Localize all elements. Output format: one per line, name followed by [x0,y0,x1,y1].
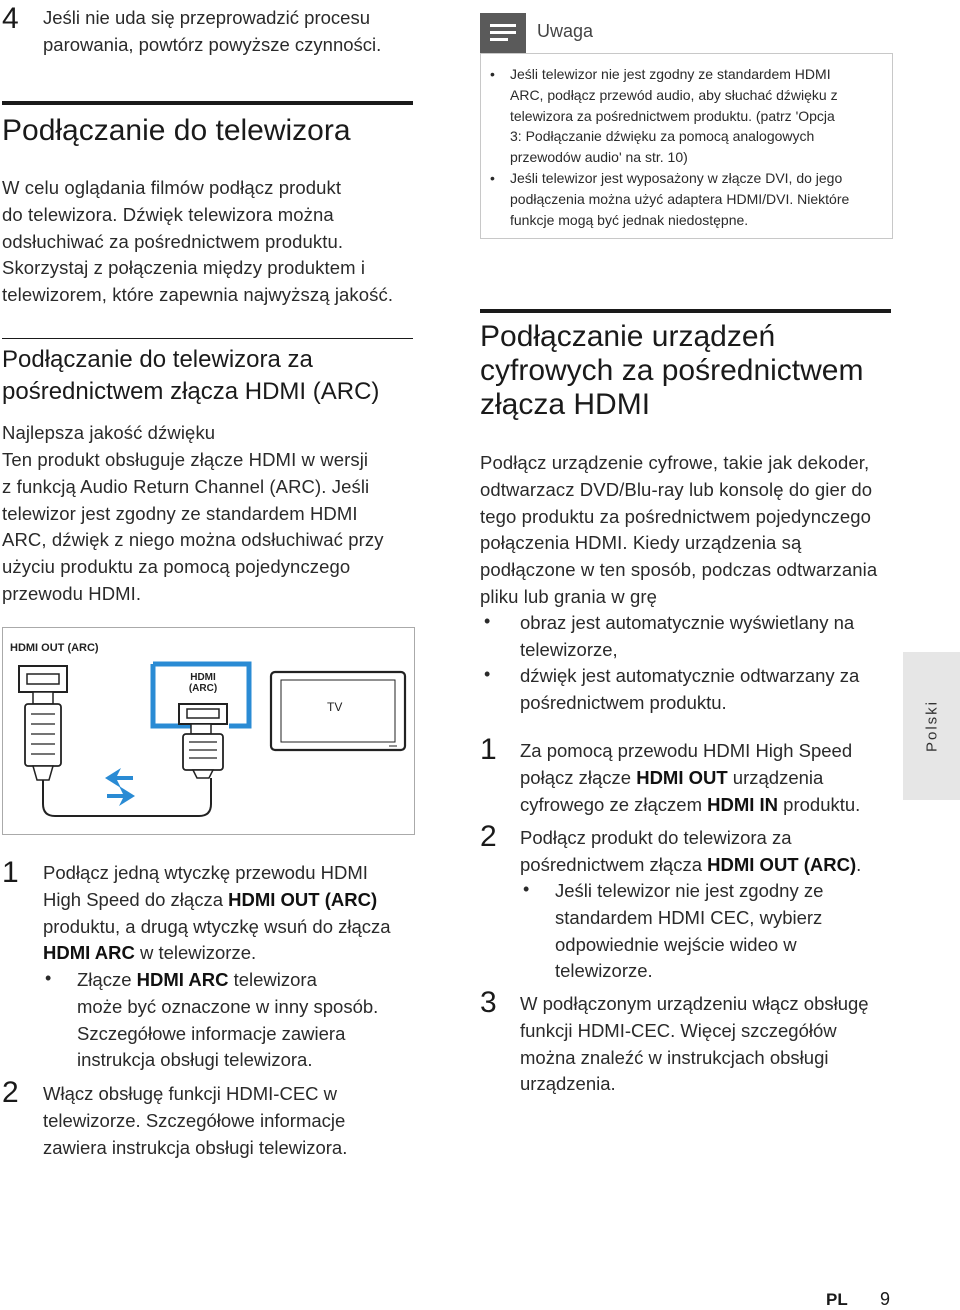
step-text: Jeśli nie uda się przeprowadzić procesu parowania, powtórz powyższe czynności. [43,7,382,55]
section-title: Podłączanie urządzeń cyfrowych za pośrednictwem złącza HDMI [480,320,864,421]
note-item: Jeśli telewizor jest wyposażony w złącze DVI, do jego podłączenia można użyć adaptera HDMI/DVI. Niektóre funkcje mogą być jednak niedostępne. [510,170,850,228]
tv-port-label: HDMI (ARC) [188,672,218,694]
section-title: Podłączanie do telewizora [2,114,351,147]
note-item: Jeśli telewizor nie jest zgodny ze standardem HDMI ARC, podłącz przewód audio, aby słuchać dźwięku z telewizora za pośrednictwem produktu. (patrz 'Opcja 3: Podłączanie dźwięku za pomocą analogowych przewodów audio' na str. 10) [510,66,838,166]
step-number: 1 [2,856,19,889]
bullet-dot: • [45,968,52,988]
step-text: Podłącz jedną wtyczkę przewodu HDMI High Speed do złącza HDMI OUT (ARC) produktu, a drugą wtyczkę wsuń do złącza HDMI ARC w telewizorze. [43,862,391,964]
subsection-title: Podłączanie do telewizora za pośrednictwem złącza HDMI (ARC) [2,346,380,405]
step-bullet: Jeśli telewizor nie jest zgodny ze standardem HDMI CEC, wybierz odpowiednie wejście wideo w telewizorze. [555,880,824,982]
section-rule [480,309,891,313]
footer-language: PL [826,1290,848,1309]
step-number: 4 [2,2,19,35]
bullet-item: dźwięk jest automatycznie odtwarzany za pośrednictwem produktu. [520,665,860,713]
step-bullet: Złącze HDMI ARC telewizora może być oznaczone w inny sposób. Szczegółowe informacje zawiera instrukcja obsługi telewizora. [77,969,379,1071]
step-number: 3 [480,986,497,1019]
tv-label: TV [327,700,343,714]
subsection-lead: Najlepsza jakość dźwięku [2,422,216,443]
step-number: 1 [480,733,497,766]
connection-diagram [2,627,415,835]
section-intro: Podłącz urządzenie cyfrowe, takie jak dekoder, odtwarzacz DVD/Blu-ray lub konsolę do gier do tego produktu za pośrednictwem pojedynczego połączenia HDMI. Kiedy urządzenia są podłączone w ten sposób, podczas odtwarzania pliku lub grania w grę [480,452,878,607]
bullet-item: obraz jest automatycznie wyświetlany na telewizorze, [520,612,855,660]
note-icon [480,13,526,53]
step-text: W podłączonym urządzeniu włącz obsługę funkcji HDMI-CEC. Więcej szczegółów można znaleźć w instrukcjach obsługi urządzenia. [520,993,869,1095]
subsection-body: Ten produkt obsługuje złącze HDMI w wersji z funkcją Audio Return Channel (ARC). Jeśli telewizor jest zgodny ze standardem HDMI ARC, dźwięk z niego można odsłuchiwać przy użyciu produktu za pomocą pojedynczego przewodu HDMI. [2,449,384,604]
page-number: 9 [880,1289,891,1309]
bullet-dot: • [484,664,491,684]
step-number: 2 [2,1076,19,1109]
step-text: Podłącz produkt do telewizora za pośrednictwem złącza HDMI OUT (ARC). [520,827,862,875]
port-label: HDMI OUT (ARC) [10,642,99,654]
language-tab: Polski [903,652,960,800]
note-bullet-dot: • [490,66,495,82]
step-text: Włącz obsługę funkcji HDMI-CEC w telewizorze. Szczegółowe informacje zawiera instrukcja obsługi telewizora. [43,1083,348,1158]
step-text: Za pomocą przewodu HDMI High Speed połącz złącze HDMI OUT urządzenia cyfrowego ze złączem HDMI IN produktu. [520,740,861,815]
step-number: 2 [480,820,497,853]
note-title: Uwaga [537,21,594,41]
bullet-dot: • [523,879,530,899]
diagram-drawing [3,628,414,834]
section-rule [2,101,413,105]
bullet-dot: • [484,611,491,631]
subsection-rule [2,338,413,339]
section-intro: W celu oglądania filmów podłącz produkt do telewizora. Dźwięk telewizora można odsłuchiwać za pośrednictwem produktu. Skorzystaj z połączenia między produktem i telewizorem, które zapewnia najwyższą jakość. [2,177,394,306]
note-bullet-dot: • [490,170,495,186]
